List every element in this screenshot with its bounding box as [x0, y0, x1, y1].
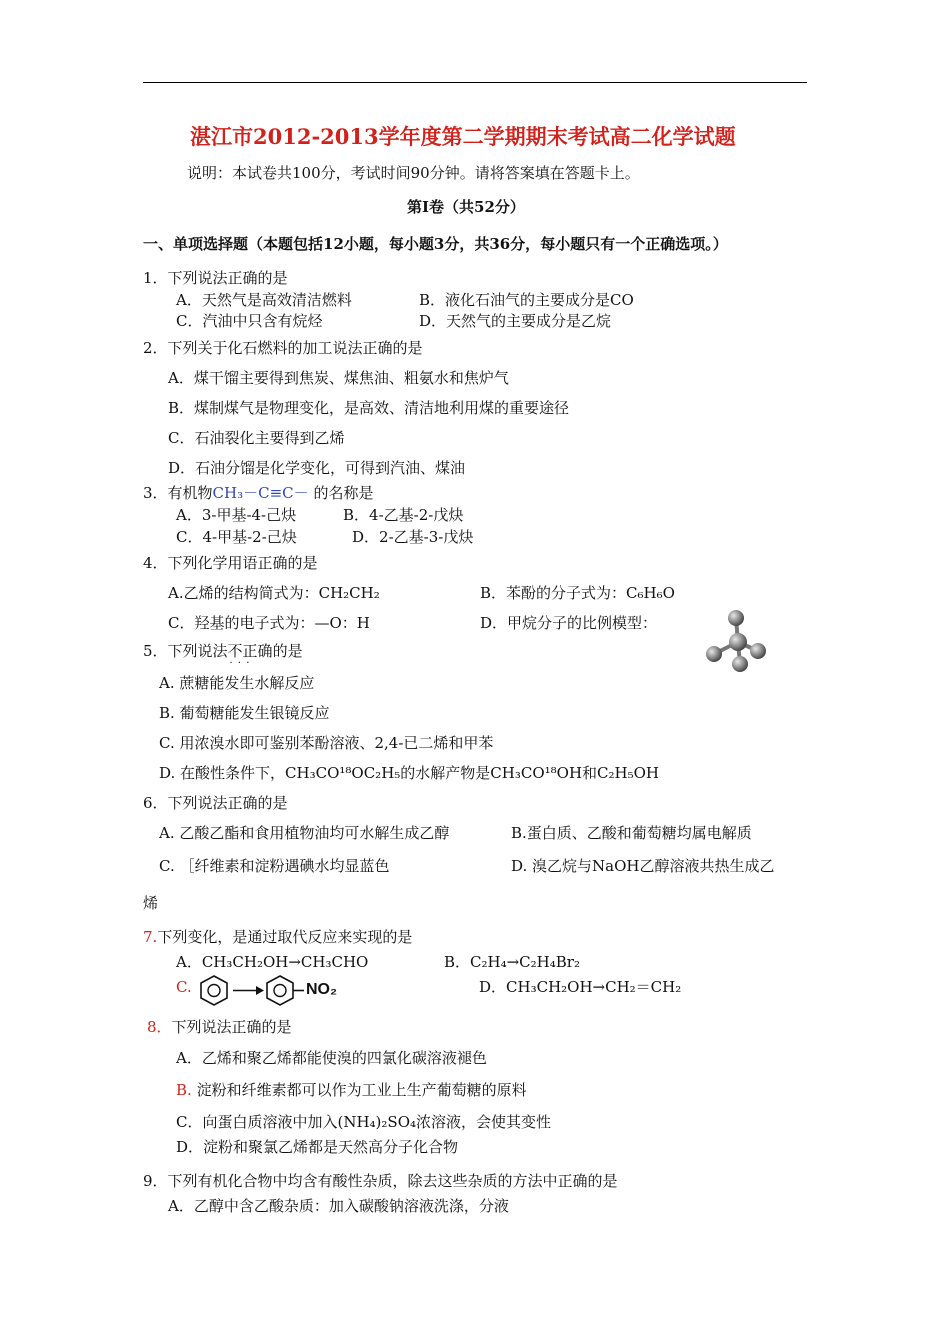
- q6-option-d-continued: 烯: [143, 894, 159, 912]
- q4-option-d: D．甲烷分子的比例模型：: [480, 614, 658, 632]
- q9-option-a: A．乙醇中含乙酸杂质：加入碳酸钠溶液洗涤，分液: [168, 1197, 509, 1215]
- q1-option-b: B．液化石油气的主要成分是CO: [419, 291, 634, 309]
- q3-option-c: C．4-甲基-2-己炔: [176, 528, 297, 546]
- q1-option-a: A．天然气是高效清洁燃料: [176, 291, 352, 309]
- benzene-to-nitrobenzene-icon: [198, 972, 308, 1010]
- q7-stem: [143, 927, 412, 947]
- q4-option-a: A.乙烯的结构简式为：CH₂CH₂: [168, 584, 380, 602]
- q5-option-d: D. 在酸性条件下，CH₃CO¹⁸OC₂H₅的水解产物是CH₃CO¹⁸OH和C₂H₅OH: [159, 764, 659, 782]
- q2-option-b: B．煤制煤气是物理变化，是高效、清洁地利用煤的重要途径: [168, 399, 570, 417]
- q1-stem: 1．下列说法正确的是: [143, 269, 288, 287]
- q7-option-a: A．CH₃CH₂OH→CH₃CHO: [176, 953, 369, 971]
- q3-option-b: B．4-乙基-2-戊炔: [343, 506, 464, 524]
- q3-stem-prefix: 3．有机物: [143, 484, 213, 502]
- q1-option-d: D．天然气的主要成分是乙烷: [419, 312, 612, 330]
- q4-option-c: C．羟基的电子式为：—O：H: [168, 614, 370, 632]
- section-heading: 一、单项选择题（本题包括12小题，每小题3分，共36分，每小题只有一个正确选项。）: [143, 235, 728, 253]
- q7-option-d: D．CH₃CH₂OH→CH₂＝CH₂: [479, 978, 682, 996]
- page-title: 湛江市2012-2013学年度第二学期期末考试高二化学试题: [190, 124, 736, 149]
- q7-number: 7.: [143, 928, 158, 946]
- q3-option-d: D．2-乙基-3-戊炔: [352, 528, 474, 546]
- q8-option-d: D．淀粉和聚氯乙烯都是天然高分子化合物: [176, 1138, 459, 1156]
- q5-option-b: B. 葡萄糖能发生银镜反应: [159, 704, 330, 722]
- q5-option-c: C. 用浓溴水即可鉴别苯酚溶液、2,4-已二烯和甲苯: [159, 734, 494, 752]
- q5-stem: [143, 641, 303, 661]
- q3-option-a: A．3-甲基-4-己炔: [176, 506, 297, 524]
- q2-option-c: C．石油裂化主要得到乙烯: [168, 429, 345, 447]
- q5-stem-prefix: 5．下列说法: [143, 642, 228, 660]
- q5-emphasis: 不正确 · · ·: [228, 642, 273, 660]
- q5-option-a: A. 蔗糖能发生水解反应: [159, 674, 315, 692]
- q8-number: 8．: [147, 1018, 172, 1036]
- q8-option-b: [176, 1080, 527, 1100]
- q6-option-c: C. ［纤维素和淀粉遇碘水均显蓝色: [159, 857, 390, 875]
- q8-option-b-text: 淀粉和纤维素都可以作为工业上生产葡萄糖的原料: [196, 1081, 527, 1099]
- q4-option-b: B．苯酚的分子式为：C₆H₆O: [480, 584, 675, 602]
- exam-note: 说明：本试卷共100分，考试时间90分钟。请将答案填在答题卡上。: [187, 164, 640, 182]
- nitro-group-label: NO₂: [306, 981, 338, 998]
- q5-stem-suffix: 的是: [272, 642, 303, 660]
- q2-option-a: A．煤干馏主要得到焦炭、煤焦油、粗氨水和焦炉气: [168, 369, 509, 387]
- q6-option-b: B.蛋白质、乙酸和葡萄糖均属电解质: [511, 824, 752, 842]
- q9-stem: 9．下列有机化合物中均含有酸性杂质，除去这些杂质的方法中正确的是: [143, 1172, 618, 1190]
- q6-option-d: D. 溴乙烷与NaOH乙醇溶液共热生成乙: [511, 857, 775, 875]
- q2-option-d: D．石油分馏是化学变化，可得到汽油、煤油: [168, 459, 466, 477]
- header-rule: [143, 82, 807, 83]
- q7-stem-text: 下列变化，是通过取代反应来实现的是: [157, 928, 413, 946]
- q8-stem: [147, 1017, 292, 1037]
- q8-option-c: C．向蛋白质溶液中加入(NH₄)₂SO₄浓溶液，会使其变性: [176, 1113, 552, 1131]
- q2-stem: 2．下列关于化石燃料的加工说法正确的是: [143, 339, 423, 357]
- q8-option-b-label: B.: [176, 1081, 192, 1099]
- q3-stem: [143, 483, 373, 503]
- q8-option-a: A．乙烯和聚乙烯都能使溴的四氯化碳溶液褪色: [176, 1049, 487, 1067]
- q7-option-b: B．C₂H₄→C₂H₄Br₂: [444, 953, 580, 971]
- q6-stem: 6．下列说法正确的是: [143, 794, 288, 812]
- q3-formula: CH₃－C≡C－: [212, 484, 309, 502]
- q8-stem-text: 下列说法正确的是: [171, 1018, 292, 1036]
- q6-option-a: A. 乙酸乙酯和食用植物油均可水解生成乙醇: [159, 824, 450, 842]
- part-heading: 第Ⅰ卷（共52分）: [407, 198, 525, 216]
- q4-stem: 4．下列化学用语正确的是: [143, 554, 318, 572]
- q7-option-c-label: C.: [176, 978, 192, 996]
- q1-option-c: C．汽油中只含有烷烃: [176, 312, 323, 330]
- methane-ball-model-icon: [700, 608, 772, 674]
- q3-stem-suffix: 的名称是: [313, 484, 374, 502]
